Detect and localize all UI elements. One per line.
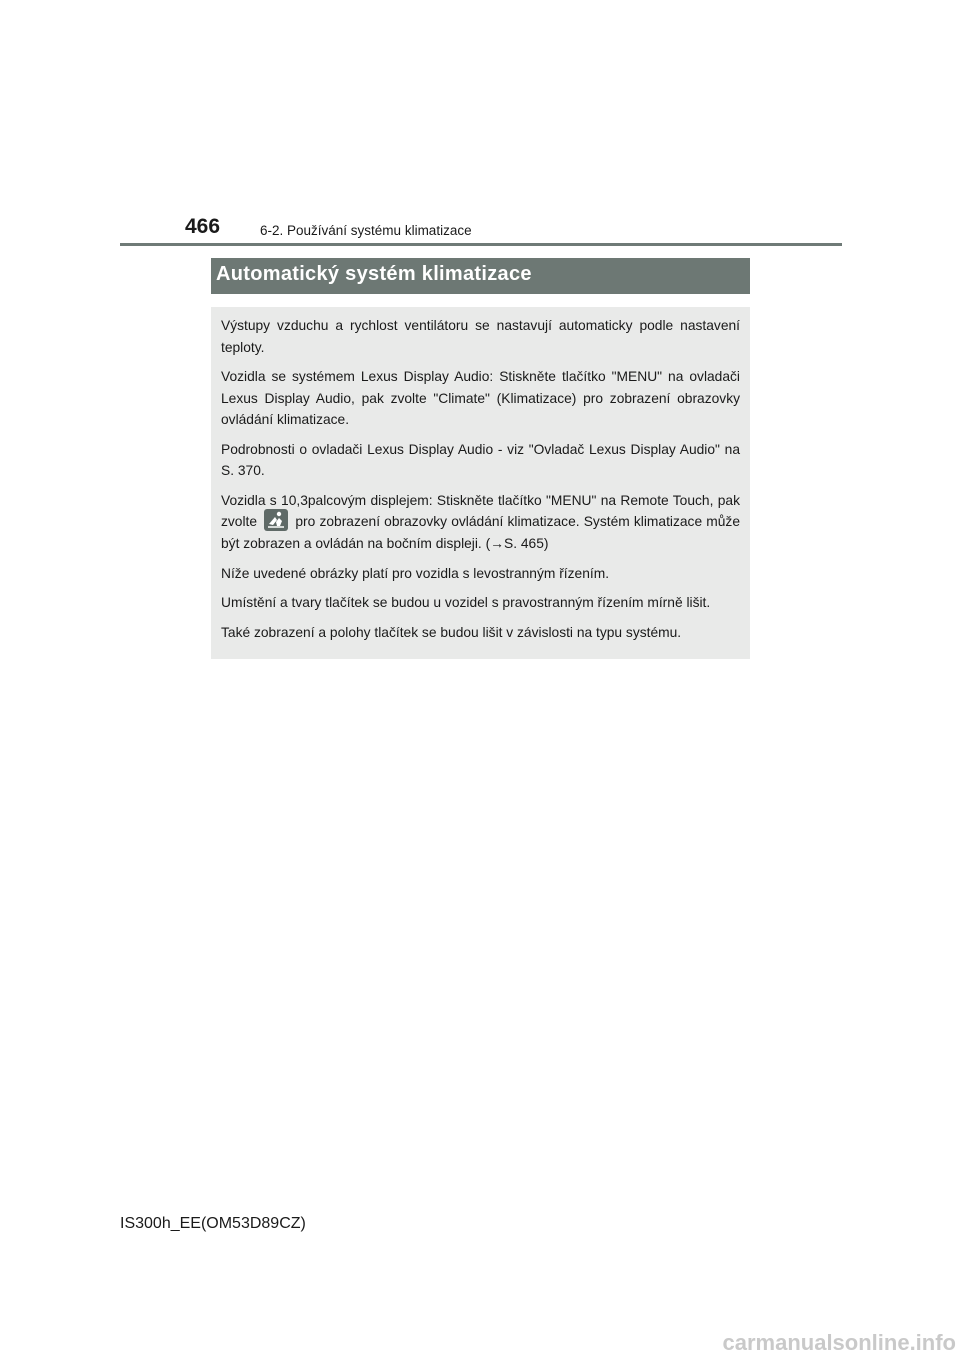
info-paragraph: Níže uvedené obrázky platí pro vozidla s levostranným řízením.: [221, 565, 610, 581]
info-paragraph: Podrobnosti o ovladači Lexus Display Audio - viz "Ovladač Lexus Display Audio" na S. 370.: [221, 441, 740, 478]
page-title: Automatický systém klimatizace: [211, 258, 750, 294]
page-number: 466: [185, 215, 221, 238]
climate-icon: [264, 509, 288, 531]
info-paragraph-with-icon: [221, 490, 740, 555]
info-paragraph: Výstupy vzduchu a rychlost ventilátoru se nastavují automaticky podle nastavení teploty.: [221, 318, 740, 355]
info-paragraph: Také zobrazení a polohy tlačítek se budou lišit v závislosti na typu systému.: [221, 624, 682, 640]
info-paragraph: Umístění a tvary tlačítek se budou u vozidel s pravostranným řízením mírně lišit.: [221, 595, 711, 611]
info-box: [211, 307, 750, 659]
watermark: carmanualsonline.info: [722, 1330, 956, 1355]
info-text-before-icon: Vozidla s 10,3palcovým displejem: Stiskněte tlačítko "MENU" na Remote Touch, pak zvolte: [221, 492, 740, 529]
header-divider: [120, 243, 842, 246]
section-title: 6-2. Používání systému klimatizace: [260, 223, 472, 238]
info-paragraph: Vozidla se systémem Lexus Display Audio: Stiskněte tlačítko "MENU" na ovladači Lexus Display Audio, pak zvolte "Climate" (Klimatizace) pro zobrazení obrazovky ovládání klimatizace.: [221, 369, 740, 427]
footer-model-code: IS300h_EE(OM53D89CZ): [120, 1215, 306, 1232]
info-text-after-icon: pro zobrazení obrazovky ovládání klimatizace. Systém klimatizace může být zobrazen a ovládán na bočním displeji. (→S. 465): [221, 514, 740, 552]
